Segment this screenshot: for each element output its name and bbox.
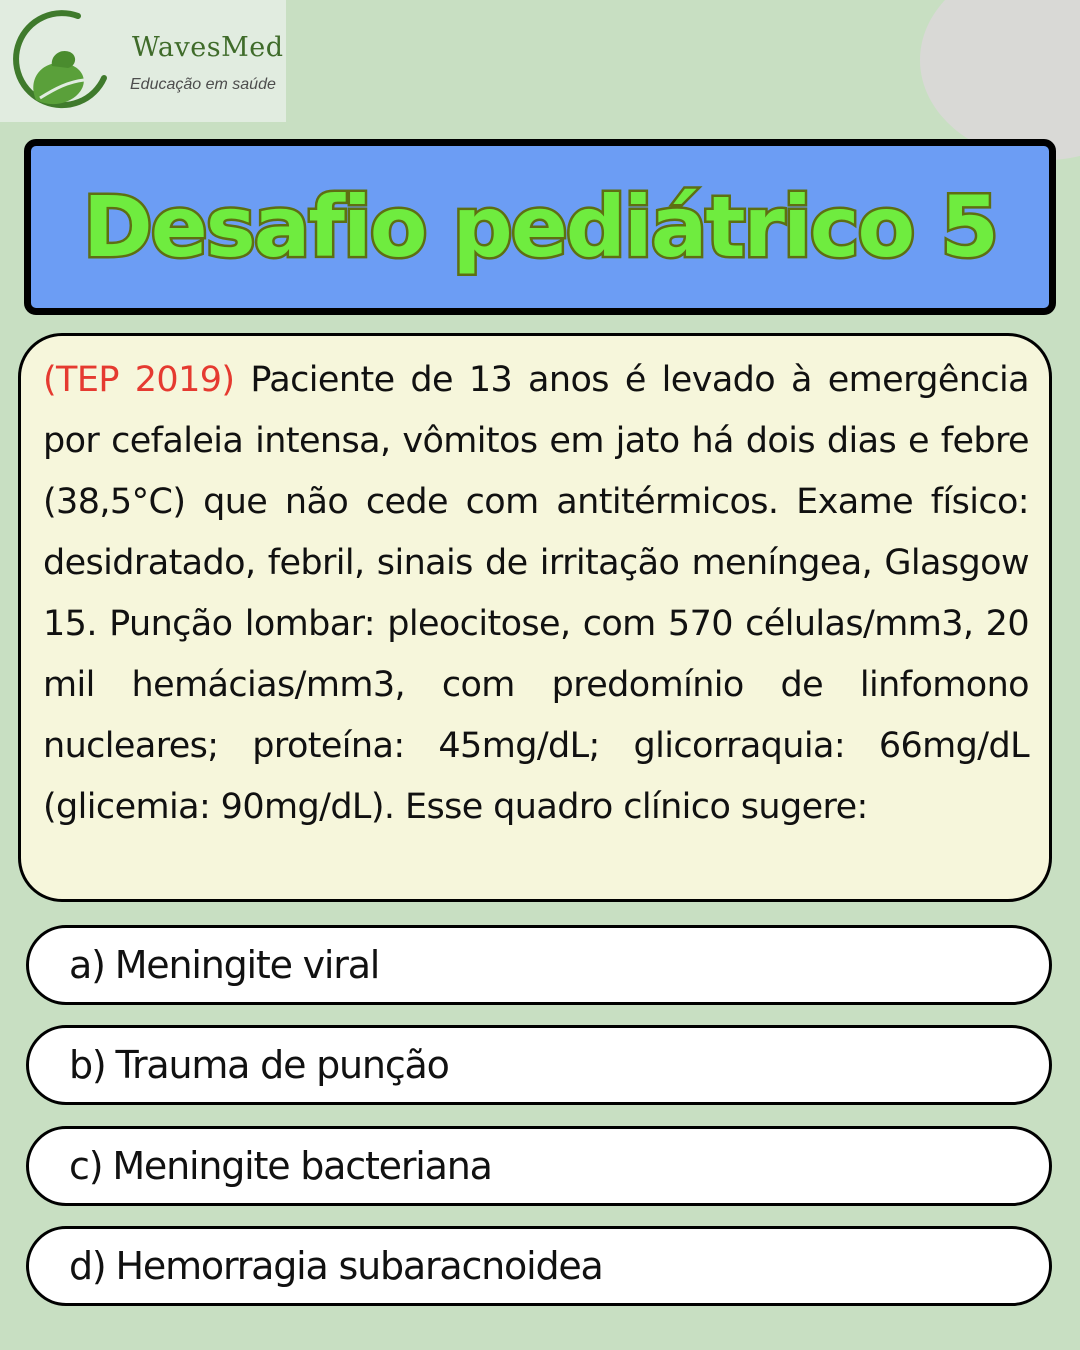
option-c-button[interactable]	[26, 1126, 1052, 1206]
option-label: Meningite bacteriana	[112, 1144, 492, 1188]
option-letter: d)	[69, 1244, 106, 1288]
option-letter: c)	[69, 1144, 103, 1188]
question-source: (TEP 2019)	[43, 360, 235, 400]
option-label: Trauma de punção	[115, 1043, 449, 1087]
question-text	[43, 350, 1029, 838]
option-letter: b)	[69, 1043, 106, 1087]
option-label: Meningite viral	[114, 943, 380, 987]
leaf-swirl-logo-icon	[6, 6, 116, 116]
brand-name: WavesMed	[132, 32, 284, 63]
brand-logo	[0, 0, 286, 122]
brand-tagline: Educação em saúde	[130, 76, 276, 93]
option-d-button[interactable]	[26, 1226, 1052, 1306]
option-letter: a)	[69, 943, 105, 987]
option-b-button[interactable]	[26, 1025, 1052, 1105]
title-banner	[24, 139, 1056, 315]
page-title: Desafio pediátrico 5	[83, 178, 997, 276]
option-label: Hemorragia subaracnoidea	[115, 1244, 603, 1288]
question-panel	[18, 333, 1052, 902]
corner-decoration	[920, 0, 1080, 160]
option-a-button[interactable]	[26, 925, 1052, 1005]
question-body: Paciente de 13 anos é levado à emergência por cefaleia intensa, vômitos em jato há dois dias e febre (38,5°C) que não cede com antitérmicos. Exame físico: desidratado, febril, sinais de irritação meníngea, Glasgow 15. Punção lombar: pleocitose, com 570 células/mm3, 20 mil hemácias/mm3, com predomínio de linfomono nucleares; proteína: 45mg/dL; glicorraquia: 66mg/dL (glicemia: 90mg/dL). Esse quadro clínico sugere:	[43, 360, 1030, 827]
